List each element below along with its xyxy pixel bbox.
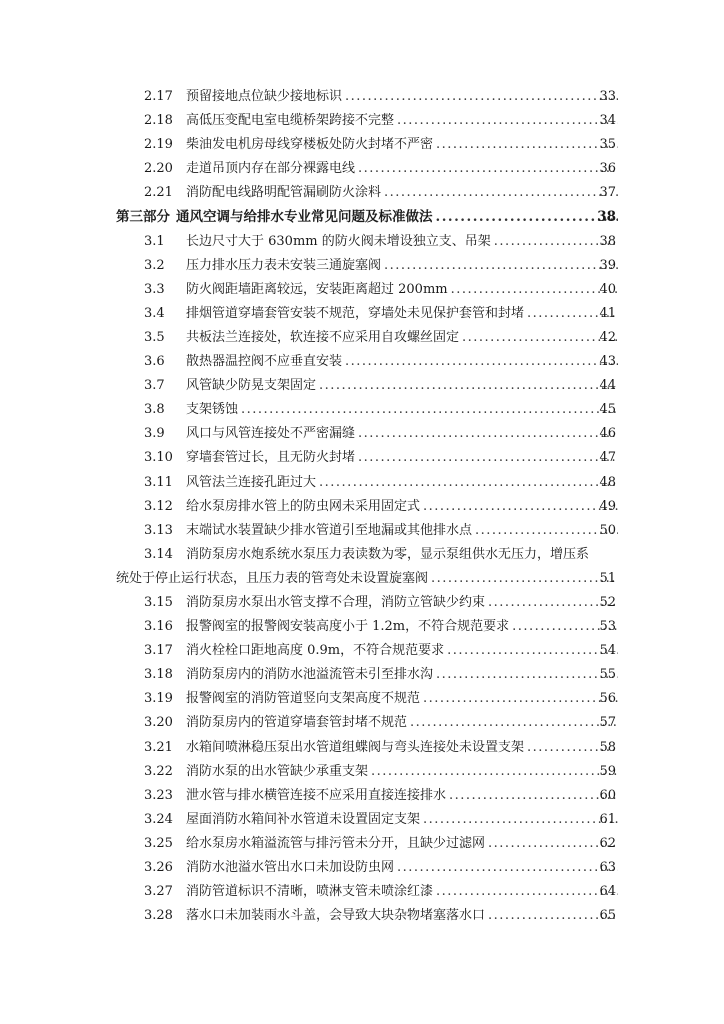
- toc-entry-line: [144, 618, 621, 636]
- toc-entry[interactable]: [0, 763, 724, 787]
- entry-title: 消防泵房内的消防水池溢流管未引至排水沟: [186, 667, 434, 683]
- entry-number: 3.25: [144, 835, 173, 851]
- toc-entry-line: [144, 787, 621, 805]
- entry-number: 3.4: [144, 305, 165, 321]
- toc-entry[interactable]: [0, 666, 724, 690]
- leader-dots: [384, 257, 618, 275]
- toc-entry[interactable]: [0, 353, 724, 377]
- entry-number: 2.17: [144, 89, 173, 104]
- toc-entry[interactable]: [0, 329, 724, 353]
- page-number: 58: [599, 739, 616, 755]
- toc-entry-line: [144, 835, 621, 853]
- toc-entry-wrapped[interactable]: [0, 546, 724, 570]
- toc-entry[interactable]: [0, 449, 724, 473]
- page-number: 53: [599, 619, 616, 635]
- entry-title: 防火阀距墙距离较远，安装距离超过 200mm: [186, 281, 448, 297]
- entry-title: 给水泵房水箱溢流管与排污管未分开，且缺少过滤网: [186, 835, 486, 851]
- toc-entry-line: [144, 546, 614, 564]
- entry-number: 3.11: [144, 474, 173, 490]
- toc-entry-line: [144, 811, 621, 829]
- leader-dots: [475, 522, 618, 540]
- entry-number: 3.15: [144, 594, 173, 610]
- section-label: 第三部分: [116, 209, 170, 226]
- page-number: 63: [599, 860, 616, 875]
- entry-title: 散热器温控阀不应垂直安装: [186, 354, 343, 370]
- page-number: 38: [597, 209, 616, 226]
- entry-title: 消防水泵的出水管缺少承重支架: [186, 763, 369, 779]
- page-number: 51: [599, 570, 616, 586]
- toc-entry-line: [144, 907, 621, 925]
- toc-entry-line: [144, 449, 621, 467]
- toc-entry[interactable]: [0, 498, 724, 522]
- entry-number: 3.14: [144, 546, 173, 562]
- page-number: 48: [599, 474, 616, 490]
- toc-entry-line: [144, 329, 621, 347]
- leader-dots: [436, 136, 618, 154]
- toc-entry-line: [144, 666, 621, 684]
- page-number: 56: [599, 691, 616, 707]
- entry-title: 共板法兰连接处，软连接不应采用自攻螺丝固定: [186, 329, 460, 345]
- toc-entry[interactable]: [0, 184, 724, 208]
- entry-number: 3.3: [144, 281, 165, 297]
- entry-title: 预留接地点位缺少接地标识: [186, 89, 343, 104]
- toc-entry-line: [144, 305, 621, 323]
- entry-number: 3.12: [144, 498, 173, 514]
- leader-dots: [358, 425, 618, 443]
- entry-number: 3.1: [144, 233, 165, 249]
- toc-entry[interactable]: [0, 714, 724, 738]
- toc-entry[interactable]: [0, 88, 724, 112]
- entry-number: 3.2: [144, 257, 165, 273]
- toc-entry[interactable]: [0, 787, 724, 811]
- page-number: 60: [599, 787, 616, 803]
- toc-entry[interactable]: [0, 136, 724, 160]
- entry-number: 3.23: [144, 787, 173, 803]
- entry-number: 3.5: [144, 329, 165, 345]
- toc-entry[interactable]: [0, 594, 724, 618]
- page-number: 43: [599, 354, 616, 370]
- entry-number: 3.6: [144, 354, 165, 370]
- table-of-contents: [0, 88, 724, 931]
- entry-title: 报警阀室的报警阀安装高度小于 1.2m，不符合规范要求: [186, 619, 510, 635]
- toc-entry-line: [144, 883, 621, 901]
- page-number: 54: [599, 643, 616, 659]
- toc-entry[interactable]: [0, 690, 724, 714]
- entry-title-line1: 消防泵房水炮系统水泵压力表读数为零，显示泵组供水无压力，增压系: [186, 546, 590, 562]
- page-number: 33: [599, 89, 616, 104]
- leader-dots: [384, 184, 618, 202]
- toc-entry-line: [144, 136, 621, 154]
- toc-entry-line: [144, 233, 621, 251]
- toc-entry-line: [144, 642, 621, 660]
- page-number: 35: [599, 137, 616, 153]
- toc-entry[interactable]: [0, 160, 724, 184]
- toc-entry-wrapped-cont[interactable]: [0, 570, 724, 594]
- entry-title: 水箱间喷淋稳压泵出水管道组蝶阀与弯头连接处未设置支架: [186, 739, 525, 755]
- leader-dots: [345, 88, 618, 106]
- toc-entry[interactable]: [0, 522, 724, 546]
- toc-entry-line: [144, 763, 621, 781]
- entry-number: 3.13: [144, 522, 173, 538]
- entry-title: 末端试水装置缺少排水管道引至地漏或其他排水点: [186, 522, 473, 538]
- page-number: 50: [599, 522, 616, 538]
- page-number: 55: [599, 667, 616, 683]
- entry-title: 压力排水压力表未安装三通旋塞阀: [186, 257, 382, 273]
- page-number: 40: [599, 281, 616, 297]
- toc-entry[interactable]: [0, 811, 724, 835]
- toc-entry-line: [116, 208, 621, 226]
- toc-entry[interactable]: [0, 425, 724, 449]
- page-number: 41: [599, 305, 616, 321]
- entry-number: 3.17: [144, 643, 173, 659]
- toc-entry-line: [144, 474, 621, 492]
- entry-title: 风管缺少防晃支架固定: [186, 378, 317, 394]
- page-number: 59: [599, 763, 616, 779]
- entry-number: 3.8: [144, 402, 165, 418]
- entry-number: 2.20: [144, 161, 173, 177]
- entry-title: 消防管道标识不清晰，喷淋支管未喷涂红漆: [186, 884, 434, 900]
- entry-number: 3.7: [144, 378, 165, 394]
- toc-entry[interactable]: [0, 112, 724, 136]
- toc-entry-line: [144, 160, 621, 178]
- toc-entry[interactable]: [0, 257, 724, 281]
- entry-title: 报警阀室的消防管道竖向支架高度不规范: [186, 691, 421, 707]
- entry-number: 2.19: [144, 137, 173, 153]
- toc-entry-line: [144, 522, 621, 540]
- entry-title: 支架锈蚀: [186, 402, 239, 418]
- entry-title-line2: 统处于停止运行状态，且压力表的管弯处未设置旋塞阀: [116, 570, 429, 586]
- leader-dots: [319, 377, 618, 395]
- toc-entry[interactable]: [0, 907, 724, 931]
- entry-title: 消防泵房内的管道穿墙套管封堵不规范: [186, 715, 408, 731]
- toc-entry-line: [144, 690, 621, 708]
- toc-entry-line: [144, 112, 621, 130]
- entry-title: 穿墙套管过长，且无防火封堵: [186, 450, 356, 466]
- leader-dots: [436, 666, 618, 684]
- toc-entry-line: [144, 739, 621, 757]
- page-number: 65: [599, 908, 616, 924]
- toc-entry[interactable]: [0, 281, 724, 305]
- leader-dots: [447, 642, 618, 660]
- toc-entry[interactable]: [0, 401, 724, 425]
- entry-title: 高低压变配电室电缆桥架跨接不完整: [186, 113, 395, 129]
- toc-entry-line: [144, 353, 621, 371]
- entry-number: 3.20: [144, 715, 173, 731]
- entry-number: 3.16: [144, 619, 173, 635]
- leader-dots: [319, 474, 618, 492]
- page-number: 42: [599, 329, 616, 345]
- entry-title: 风管法兰连接孔距过大: [186, 474, 317, 490]
- leader-dots: [423, 690, 618, 708]
- page-number: 61: [599, 811, 616, 827]
- entry-title: 走道吊顶内存在部分裸露电线: [186, 161, 356, 177]
- entry-number: 3.9: [144, 426, 165, 442]
- entry-number: 3.26: [144, 860, 173, 875]
- page-number: 34: [599, 113, 616, 129]
- entry-number: 3.28: [144, 908, 173, 924]
- leader-dots: [358, 449, 618, 467]
- entry-title: 消防配电线路明配管漏刷防火涂料: [186, 185, 382, 201]
- entry-title: 屋面消防水箱间补水管道未设置固定支架: [186, 811, 421, 827]
- toc-entry-line: [144, 594, 621, 612]
- page-number: 64: [599, 884, 616, 900]
- toc-entry[interactable]: [0, 377, 724, 401]
- entry-title: 消火栓栓口距地高度 0.9m，不符合规范要求: [186, 643, 445, 659]
- page-number: 36: [599, 161, 616, 177]
- toc-entry[interactable]: [0, 618, 724, 642]
- leader-dots: [397, 112, 618, 130]
- page-number: 46: [599, 426, 616, 442]
- toc-entry[interactable]: [0, 883, 724, 907]
- entry-number: 3.24: [144, 811, 173, 827]
- toc-entry-line: [144, 714, 621, 732]
- toc-entry[interactable]: [0, 233, 724, 257]
- entry-title: 排烟管道穿墙套管安装不规范，穿墙处未见保护套管和封堵: [186, 305, 525, 321]
- page-number: 38: [599, 233, 616, 249]
- toc-entry-line: [144, 257, 621, 275]
- page-number: 62: [599, 835, 616, 851]
- entry-number: 3.10: [144, 450, 173, 466]
- leader-dots: [410, 714, 618, 732]
- toc-entry[interactable]: [0, 642, 724, 666]
- toc-entry-line: [144, 88, 621, 106]
- page-number: 57: [599, 715, 616, 731]
- entry-title: 柴油发电机房母线穿楼板处防火封堵不严密: [186, 137, 434, 153]
- page-number: 37: [599, 185, 616, 201]
- entry-title: 消防水池溢水管出水口未加设防虫网: [186, 860, 395, 875]
- entry-title: 风口与风管连接处不严密漏缝: [186, 426, 356, 442]
- page-number: 52: [599, 594, 616, 610]
- toc-entry[interactable]: [0, 305, 724, 329]
- leader-dots: [449, 787, 618, 805]
- entry-title: 消防泵房水泵出水管支撑不合理，消防立管缺少约束: [186, 594, 486, 610]
- entry-title: 落水口未加装雨水斗盖，会导致大块杂物堵塞落水口: [186, 908, 486, 924]
- toc-entry-line: [144, 498, 621, 516]
- toc-entry-line: [116, 570, 621, 588]
- page-number: 49: [599, 498, 616, 514]
- leader-dots: [358, 160, 618, 178]
- leader-dots: [451, 281, 618, 299]
- entry-number: 3.27: [144, 884, 173, 900]
- entry-title: 长边尺寸大于 630mm 的防火阀未增设独立支、吊架: [186, 233, 491, 249]
- leader-dots: [345, 353, 618, 371]
- section-title: 通风空调与给排水专业常见问题及标准做法: [176, 209, 433, 226]
- leader-dots: [241, 401, 618, 419]
- toc-entry-line: [144, 401, 621, 419]
- toc-section[interactable]: [0, 208, 724, 232]
- page-number: 44: [599, 378, 616, 394]
- page-number: 47: [599, 450, 616, 466]
- toc-entry[interactable]: [0, 739, 724, 763]
- leader-dots: [397, 859, 618, 877]
- entry-number: 3.18: [144, 667, 173, 683]
- leader-dots: [371, 763, 618, 781]
- entry-number: 3.22: [144, 763, 173, 779]
- toc-entry-line: [144, 281, 621, 299]
- entry-number: 3.21: [144, 739, 173, 755]
- toc-entry[interactable]: [0, 835, 724, 859]
- toc-entry-line: [144, 425, 621, 443]
- toc-entry[interactable]: [0, 474, 724, 498]
- entry-number: 3.19: [144, 691, 173, 707]
- leader-dots: [462, 329, 618, 347]
- entry-title: 泄水管与排水横管连接不应采用直接连接排水: [186, 787, 447, 803]
- toc-entry-line: [144, 859, 621, 877]
- entry-title: 给水泵房排水管上的防虫网未采用固定式: [186, 498, 421, 514]
- leader-dots: [431, 570, 618, 588]
- toc-entry-line: [144, 184, 621, 202]
- toc-entry[interactable]: [0, 859, 724, 883]
- leader-dots: [436, 208, 619, 226]
- leader-dots: [423, 811, 618, 829]
- page-number: 39: [599, 257, 616, 273]
- page-number: 45: [599, 402, 616, 418]
- leader-dots: [436, 883, 618, 901]
- leader-dots: [423, 498, 618, 516]
- entry-number: 2.18: [144, 113, 173, 129]
- entry-number: 2.21: [144, 185, 173, 201]
- toc-entry-line: [144, 377, 621, 395]
